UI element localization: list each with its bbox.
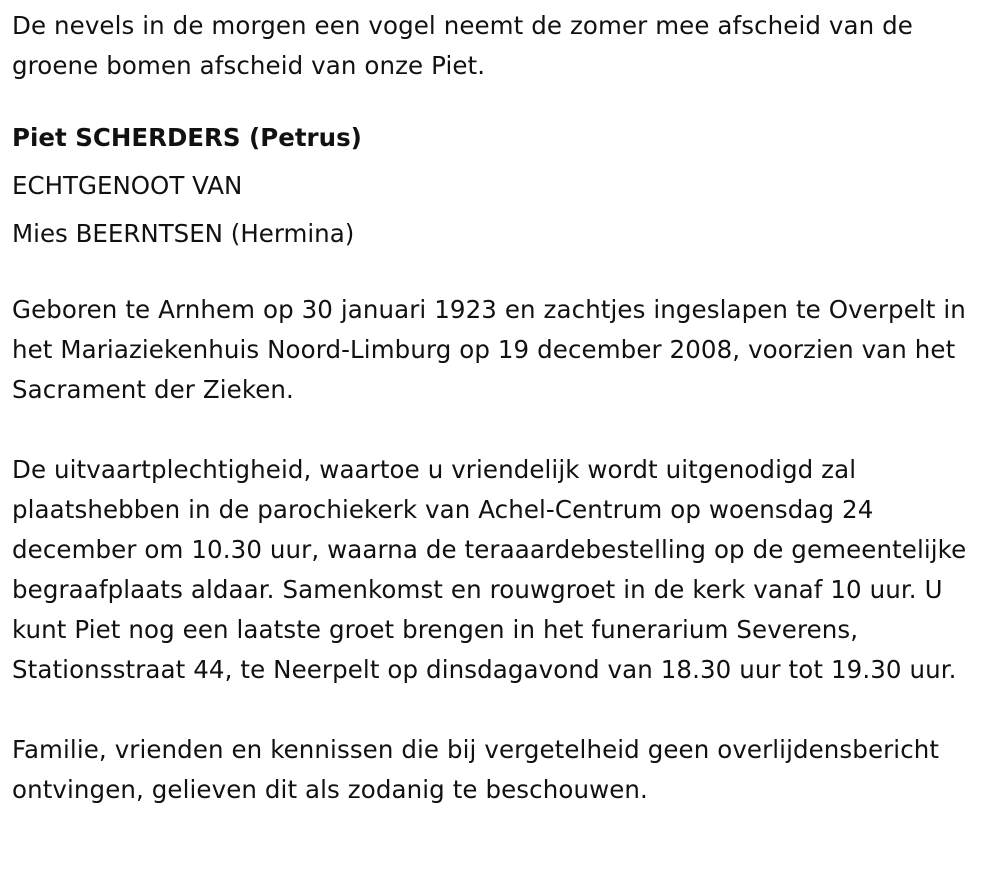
spacer (12, 690, 988, 730)
birth-death-text: Geboren te Arnhem op 30 januari 1923 en zachtjes ingeslapen te Overpelt in het Mariaziekenhuis Noord-Limburg op 19 december 2008, voorzien van het Sacrament der Zieken. (12, 295, 966, 404)
funeral-text: De uitvaartplechtigheid, waartoe u vriendelijk wordt uitgenodigd zal plaatshebben in de parochiekerk van Achel-Centrum op woensdag 24 december om 10.30 uur, waarna de teraaardebestelling op de gemeentelijke begraafplaats aldaar. Samenkomst en rouwgroet in de kerk vanaf 10 uur. U kunt Piet nog een laatste groet brengen in het funerarium Severens, Stationsstraat 44, te Neerpelt op dinsdagavond van 18.30 uur tot 19.30 uur. (12, 455, 967, 684)
relation-label: ECHTGENOOT VAN (12, 171, 243, 200)
notice-text: Familie, vrienden en kennissen die bij vergetelheid geen overlijdensbericht ontvingen, gelieven dit als zodanig te beschouwen. (12, 735, 940, 804)
deceased-name: Piet SCHERDERS (Petrus) (12, 123, 362, 152)
spacer (12, 258, 988, 290)
spacer (12, 410, 988, 450)
spouse-name: Mies BEERNTSEN (Hermina) (12, 219, 355, 248)
poem-text: De nevels in de morgen een vogel neemt de zomer mee afscheid van de groene bomen afscheid van onze Piet. (12, 11, 913, 80)
